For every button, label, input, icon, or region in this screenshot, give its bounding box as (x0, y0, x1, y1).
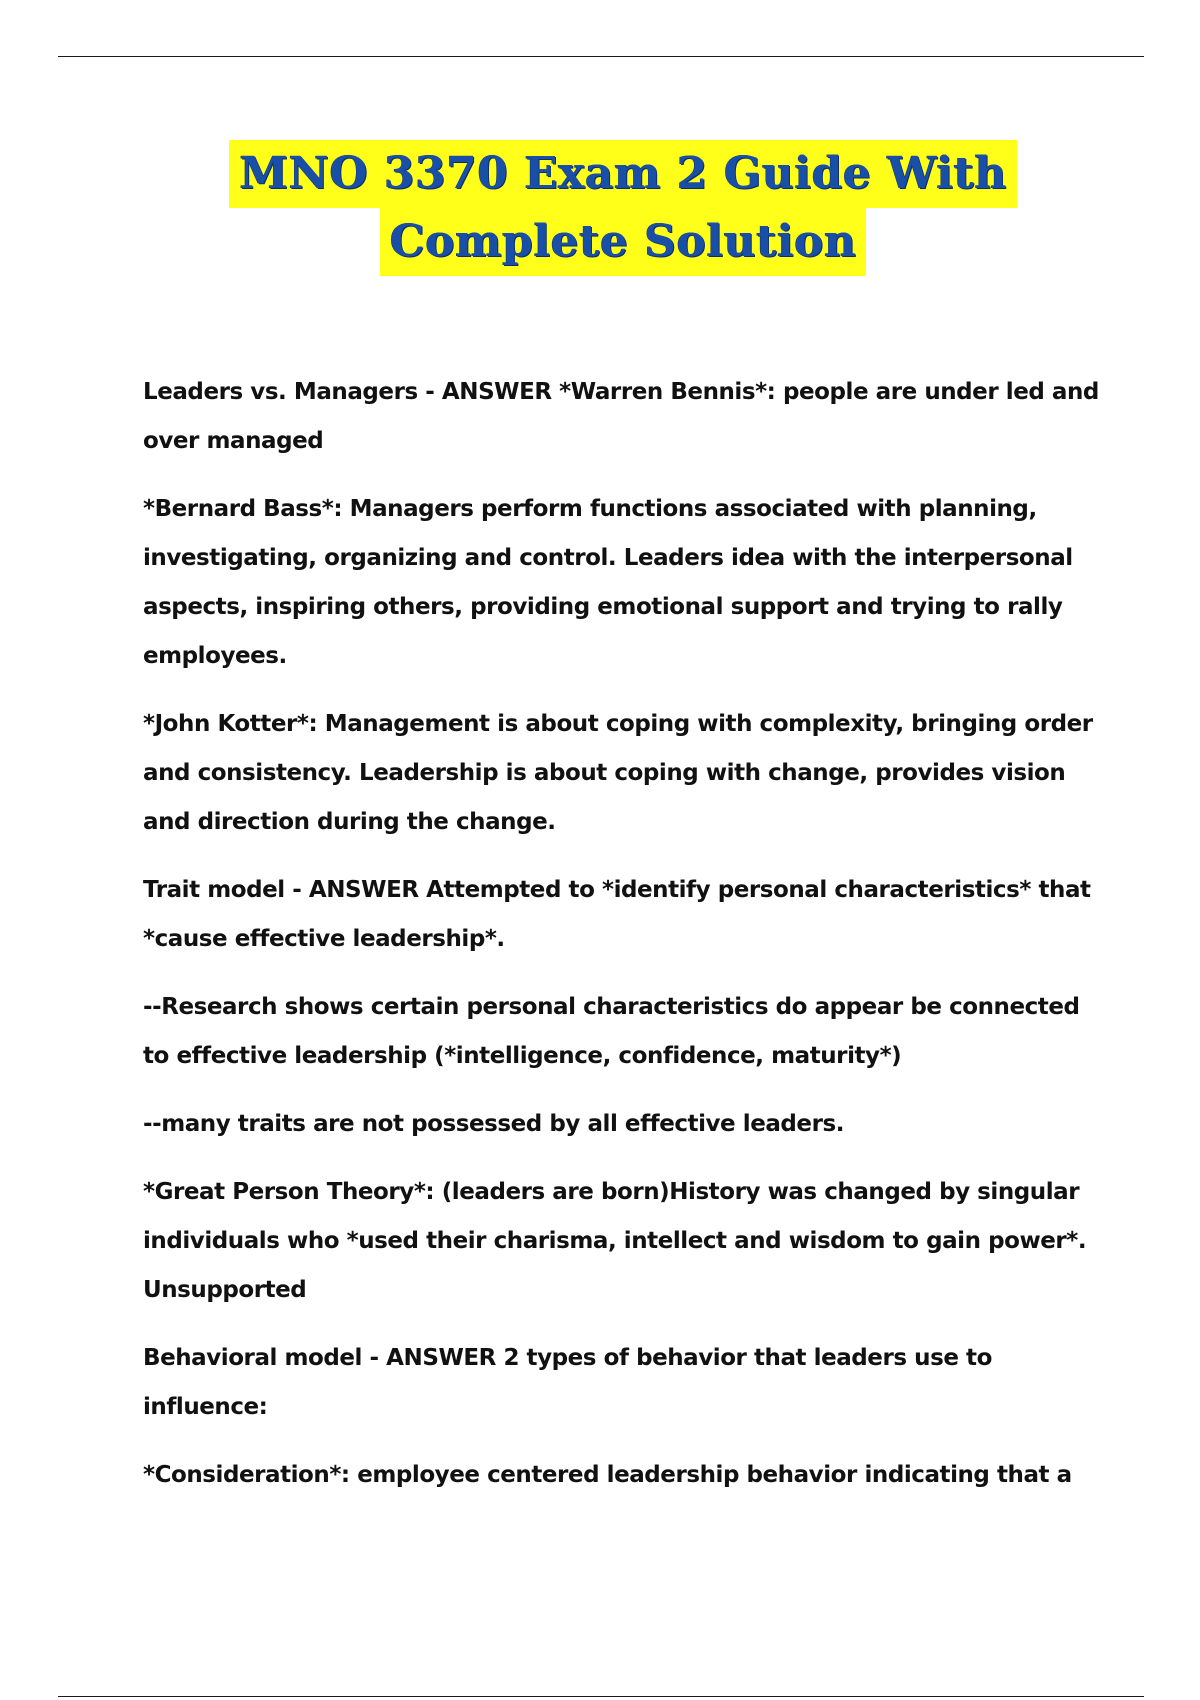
paragraph-leaders-vs-managers: Leaders vs. Managers - ANSWER *Warren Bennis*: people are under led and over managed (143, 379, 1099, 454)
title-line-2: Complete Solution (380, 208, 867, 276)
paragraph-bernard-bass: *Bernard Bass*: Managers perform functions associated with planning, investigating, organizing and control. Leaders idea with the interpersonal aspects, inspiring others, providing emotional support and trying to rally employees. (143, 496, 1073, 669)
document-body (143, 368, 1103, 1519)
title-line-1: MNO 3370 Exam 2 Guide With (229, 140, 1016, 208)
paragraph-great-person-theory: *Great Person Theory*: (leaders are born)History was changed by singular individuals who *used their charisma, intellect and wisdom to gain power*. Unsupported (143, 1179, 1087, 1303)
paragraph-research-traits: --Research shows certain personal characteristics do appear be connected to effective leadership (*intelligence, confidence, maturity*) (143, 994, 1080, 1069)
paragraph-john-kotter: *John Kotter*: Management is about coping with complexity, bringing order and consistency. Leadership is about coping with change, provides vision and direction during the change. (143, 711, 1093, 835)
header-rule (58, 56, 1144, 57)
document-title (0, 140, 1200, 276)
footer-rule (58, 1696, 1144, 1697)
paragraph-consideration: *Consideration*: employee centered leadership behavior indicating that a (143, 1462, 1072, 1488)
paragraph-many-traits: --many traits are not possessed by all effective leaders. (143, 1111, 844, 1137)
paragraph-trait-model: Trait model - ANSWER Attempted to *identify personal characteristics* that *cause effective leadership*. (143, 877, 1091, 952)
paragraph-behavioral-model: Behavioral model - ANSWER 2 types of behavior that leaders use to influence: (143, 1345, 992, 1420)
